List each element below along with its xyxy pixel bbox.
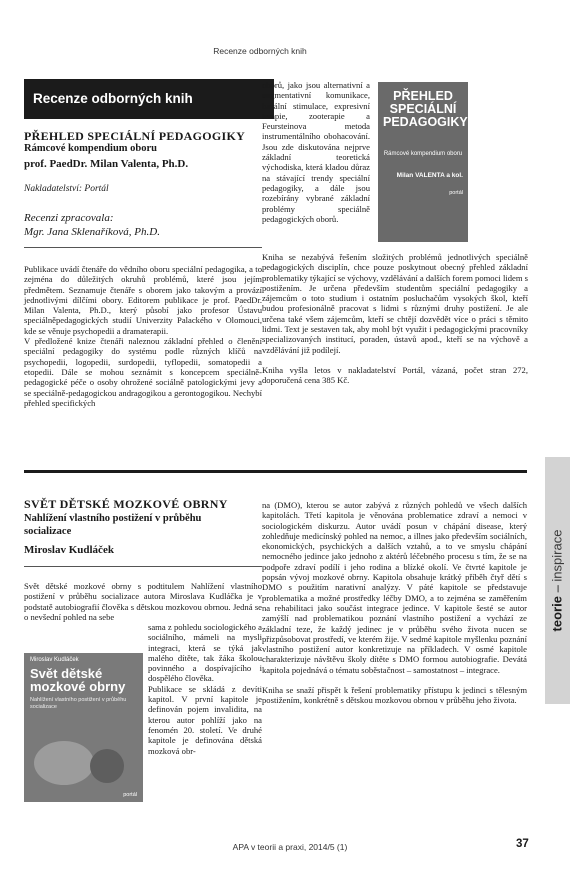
side-tab-dash: –: [549, 581, 565, 597]
side-tab: [545, 457, 570, 704]
cover1-authors: Milan VALENTA a kol.: [396, 172, 463, 179]
review2-divider: [24, 566, 262, 567]
review1-subtitle: Rámcové kompendium oboru: [24, 143, 158, 154]
cover1-title: PŘEHLED SPECIÁLNÍ PEDAGOGIKY: [383, 89, 468, 129]
review2-narrow-paragraph-2: Publikace se skládá z devíti kapitol. V první kapitole je definován pojem invalidita, na kterou autor pohlíží jako na fenomén 20. století. Ve druhé kapitole je definována dětská mozková obr-: [148, 683, 262, 756]
review1-right-paragraph-1: Kniha se nezabývá řešením složitých problémů jednotlivých speciálně pedagogických disciplín, chce pouze poskytnout obecný přehled základní problematiky týkající se výchovy, vzdělávání a dalších forem pomoci lidem s postižením. Je určena především studentům speciální pedagogiky a zájemcům o toto studium i ostatním posluchačům vysokých škol, kteří budou profesionálně pracovat s lidmi s různými druhy postižení. Je ale určena také všem zájemcům, kteří se chtějí dozvědět více o práci s těmito lidmi. Text je sestaven tak, aby mohl být využit i pedagogickými pracovníky specializovaných institucí, poraden, ústavů apod., kteří se na výchově a vzdělávání již podílejí.: [262, 252, 529, 355]
page-number: 37: [516, 838, 529, 850]
review2-right-column: [262, 500, 527, 706]
side-tab-word2: inspirace: [549, 529, 565, 582]
review1-title: PŘEHLED SPECIÁLNÍ PEDAGOGIKY: [24, 129, 246, 143]
review1-publisher: Nakladatelství: Portál: [24, 184, 109, 194]
cover2-illustration-shape: [34, 741, 94, 785]
review2-right-paragraph-1: na (DMO), kterou se autor zabývá z různých pohledů ve všech dalších kapitolách. Třetí kapitola je věnována problematice zdraví a nemoci v sociologickém diskurzu. Autor uvádí posun v chápání disease, který zohledňuje medicínský pohled na nemoc, a illnes jako především sociálních, ekonomických, psychických a dalších vztahů, a to ve smyslu chápání nemocného jedince jako jednoho z aktérů léčebného procesu s tím, že se na podpoře zdraví podílí i jeho rodina a blízké okolí. Ve čtvrté kapitole je popsán vývoj mozkové obrny. Kapitola obsahuje krátký příběh čtyř dětí s DMO s použitím narativní analýzy. V páté kapitole se představuje problematika a možné prostředky léčby DMO, a to zejména se zaměřením na rehabilitaci jako součást integrace jedince. V kapitole šesté se autor zamýšlí nad problematikou poznání vlastního postižení a vychází ze základní teze, že každý jedinec je v průběhu svého života nucen se přizpůsobovat prostředí, ve kterém žije. V sedmé kapitole myšlenku poznání vlastního postižení autor konkretizuje na příkladech. V osmé kapitole charakterizuje návštěvu školy dítěte s DMO formou autobiografie. Devátá kapitola pojednává o tématu soběstačnost – samostatnost – integrace.: [262, 500, 527, 675]
cover2-illustration-shape: [90, 749, 124, 783]
review1-book-cover: [378, 82, 468, 242]
review2-subtitle: Nahlížení vlastního postižení v průběhu socializace: [24, 513, 202, 537]
cover1-publisher-logo: portál: [449, 190, 463, 196]
section-banner: Recenze odborných knih: [24, 79, 274, 119]
cover2-publisher-logo: portál: [123, 792, 137, 798]
side-tab-label: [550, 461, 565, 701]
review1-reviewer-label: Recenzi zpracovala:: [24, 212, 114, 224]
review2-narrow-paragraph-1: sama z pohledu sociologického a sociálního, mámeli na mysli integraci, která se týká jak malého dítěte, tak žáka školou povinného a dospívajícího i dospělého člověka.: [148, 622, 262, 684]
review1-right-column: [262, 252, 528, 386]
footer-journal: APA v teorii a praxi, 2014/5 (1): [232, 842, 348, 852]
review2-narrow-column: [148, 622, 262, 756]
review1-author: prof. PaedDr. Milan Valenta, Ph.D.: [24, 158, 189, 170]
side-tab-word1: teorie: [549, 596, 565, 632]
cover2-title: Svět dětské mozkové obrny: [30, 666, 126, 694]
review1-reviewer-name: Mgr. Jana Sklenaříková, Ph.D.: [24, 226, 160, 238]
review1-left-column: [24, 264, 262, 408]
review1-left-paragraph-1: Publikace uvádí čtenáře do vědního oboru speciální pedagogika, a to zejména do důležitých okruhů problémů, které jsou jejím předmětem. Seznamuje čtenáře s oborem jako takovým a provází jednotlivými dílčími obory. Editorem publikace je prof. PaedDr. Milan Valenta, Ph.D., který působí jako profesor Ústavu speciálněpedagogických studií Univerzity Palackého v Olomouci, kde se věnuje psychopedii a dramaterapii.: [24, 264, 262, 336]
review2-right-paragraph-2: Kniha se snaží přispět k řešení problematiky přístupu k jedinci s tělesným postižením, konkrétně s dětskou mozkovou obrnou v průběhu jeho života.: [262, 685, 527, 706]
cover1-subtitle: Rámcové kompendium oboru: [383, 151, 463, 157]
review2-intro: Svět dětské mozkové obrny s podtitulem Nahlížení vlastního postižení v průběhu socializace autora Miroslava Kudláčka je v podstatě autobiografií člověka s dětskou mozkovou obrnou. Jedná se o nevšední pohled na sebe: [24, 581, 262, 622]
review1-divider: [24, 247, 262, 248]
cover2-author: Miroslav Kudláček: [30, 657, 79, 663]
review2-book-cover: [24, 653, 143, 802]
cover2-subtitle: Nahlížení vlastního postižení v průběhu socializace: [30, 697, 127, 710]
review1-right-top-text: oborů, jako jsou alternativní a augmentativní komunikace, bazální stimulace, expresivní terapie, zooterapie a Feursteinova metoda instrumentálního obohacování. Jsou zde diskutována nejprve základní teoretická východiska, která kladou důraz na stávající trendy speciální pedagogiky, a dále jsou rozebírány vybrané základní problémy speciálně pedagogických oborů.: [262, 80, 370, 224]
running-head: Recenze odborných knih: [213, 46, 307, 56]
review1-right-paragraph-2: Kniha vyšla letos v nakladatelství Portál, vázaná, počet stran 272, doporučená cena 385 Kč.: [262, 364, 528, 386]
review2-author: Miroslav Kudláček: [24, 544, 114, 556]
review1-left-paragraph-2: V předložené knize čtenáři naleznou základní přehled o členění speciální pedagogiky do systému podle různých klíčů na psychopedii, logopedii, surdopedii, tyflopedii, somatopedii a etopedii. Dále se mohou seznámit s koncepcem speciálně-pedagogické péče o osoby ohrožené sociálně patologickými jevy a se speciálně-pedagogickou andragogikou a gerontogogikou. Nechybí přehled specifických: [24, 336, 262, 408]
section-divider: [24, 470, 527, 473]
review2-title: SVĚT DĚTSKÉ MOZKOVÉ OBRNY: [24, 497, 228, 511]
